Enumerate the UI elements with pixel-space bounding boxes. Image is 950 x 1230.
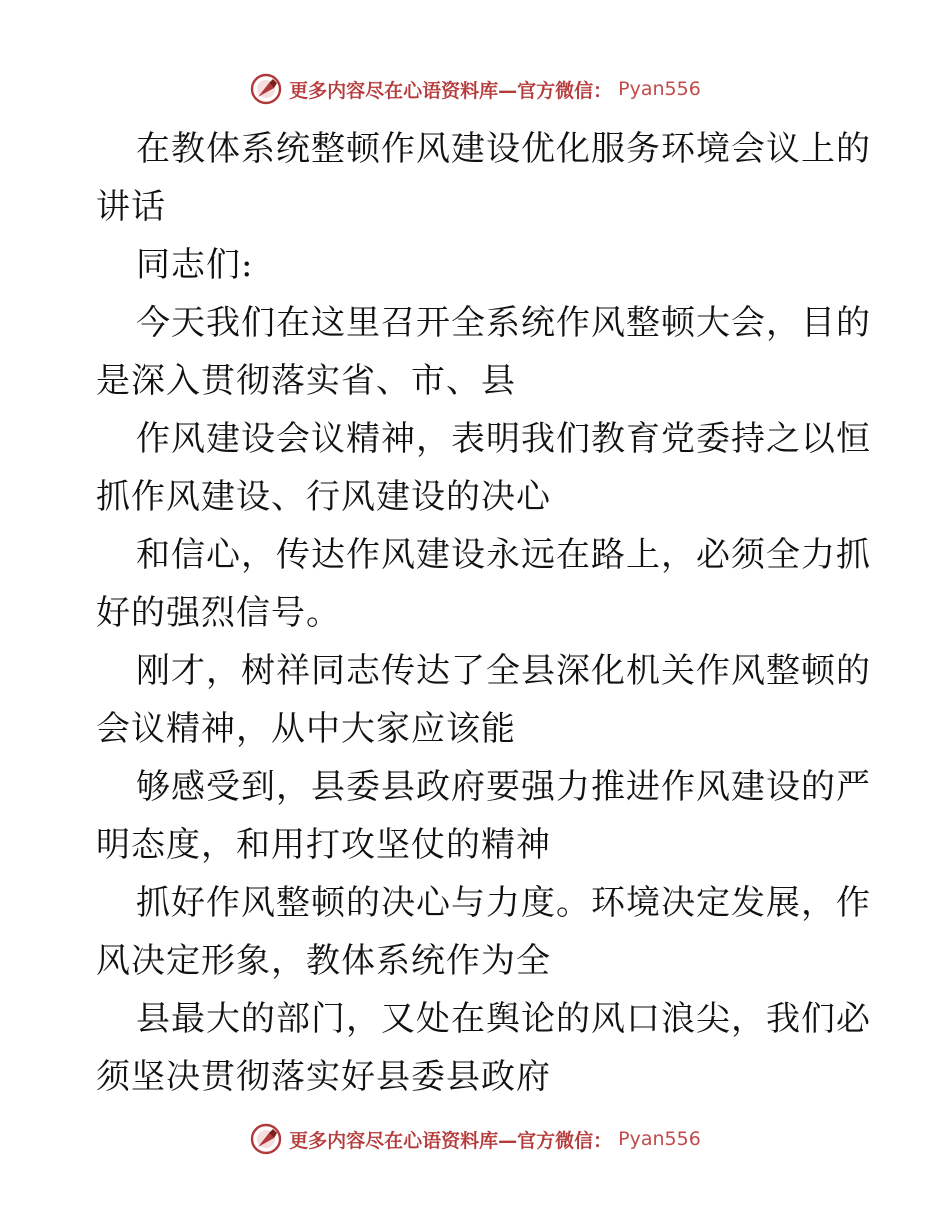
header-watermark: [0, 72, 950, 106]
text-line: 抓好作风整顿的决心与力度。环境决定发展，作: [136, 883, 871, 923]
text-line: 今天我们在这里召开全系统作风整顿大会，目的: [136, 303, 871, 343]
text-line: 同志们:: [136, 245, 254, 285]
text-line: 在教体系统整顿作风建设优化服务环境会议上的: [136, 129, 871, 169]
text-line: 刚才，树祥同志传达了全县深化机关作风整顿的: [136, 651, 871, 691]
footer-watermark: [0, 1122, 950, 1156]
watermark-text: 更多内容尽在心语资料库—官方微信：: [289, 1129, 613, 1152]
text-line: 明态度，和用打攻坚仗的精神: [96, 825, 551, 865]
text-line: 风决定形象，教体系统作为全: [96, 941, 551, 981]
watermark-wechat-id: Pyan556: [618, 1128, 701, 1150]
text-line: 作风建设会议精神，表明我们教育党委持之以恒: [136, 419, 871, 459]
watermark-text: 更多内容尽在心语资料库—官方微信：: [289, 79, 613, 102]
text-line: 县最大的部门，又处在舆论的风口浪尖，我们必: [136, 999, 871, 1039]
text-line: 抓作风建设、行风建设的决心: [96, 477, 551, 517]
pen-nib-circle-icon: [249, 1122, 283, 1156]
text-line: 够感受到，县委县政府要强力推进作风建设的严: [136, 767, 871, 807]
text-line: 须坚决贯彻落实好县委县政府: [96, 1057, 551, 1097]
text-line: 好的强烈信号。: [96, 593, 341, 633]
watermark-wechat-id: Pyan556: [618, 78, 701, 100]
text-line: 是深入贯彻落实省、市、县: [96, 361, 516, 401]
text-line: 会议精神，从中大家应该能: [96, 709, 516, 749]
text-line: 讲话: [96, 187, 166, 227]
text-line: 和信心，传达作风建设永远在路上，必须全力抓: [136, 535, 871, 575]
pen-nib-circle-icon: [249, 72, 283, 106]
document-body: [96, 120, 871, 1106]
